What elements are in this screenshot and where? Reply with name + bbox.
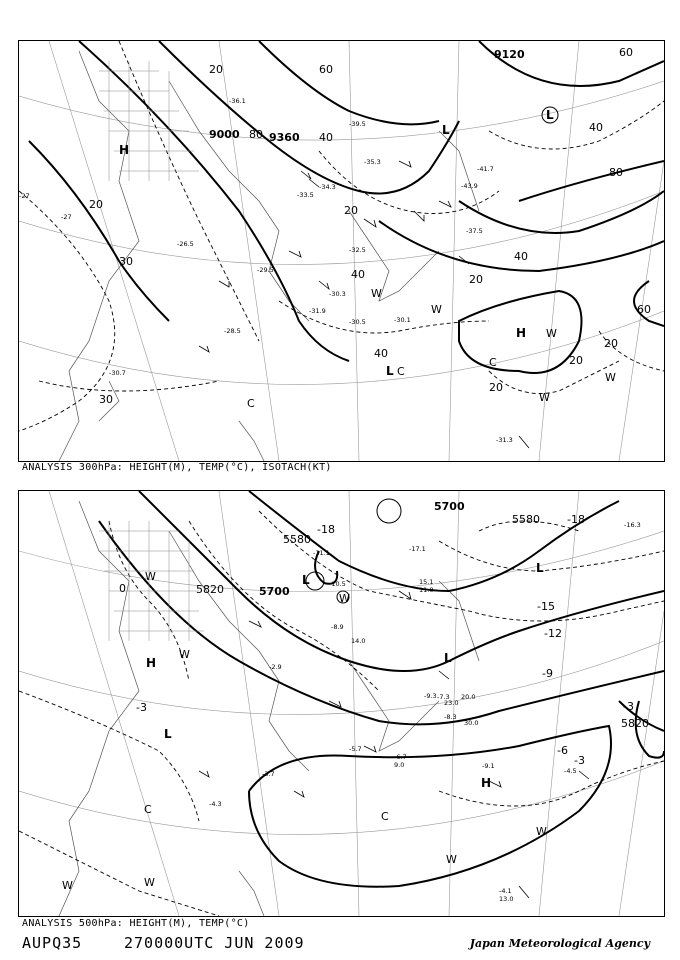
height-label: 5820 (621, 717, 649, 730)
temp-label: -3 (623, 700, 634, 713)
coastline (59, 501, 479, 916)
station-temp: -3.7 (262, 770, 275, 778)
temp-label: -18 (317, 523, 335, 536)
warm-marker: W (536, 825, 547, 838)
warm-marker: W (546, 327, 557, 340)
temp-label: 0 (119, 582, 126, 595)
warm-marker: W (431, 303, 442, 316)
station-temp: -9.1 (482, 762, 495, 770)
temp-label: -12 (544, 627, 562, 640)
isotach-label: 40 (351, 268, 365, 281)
high-marker: H (481, 776, 492, 790)
station-temp: -9.3 (424, 692, 437, 700)
height-label: 5700 (434, 500, 465, 513)
isotach-label: 60 (619, 46, 633, 59)
isotach-label: 20 (489, 381, 503, 394)
high-marker: H (146, 656, 157, 670)
valid-time: 270000UTC JUN 2009 (124, 934, 305, 952)
station-temp: -35.3 (364, 158, 381, 166)
warm-markers (62, 570, 547, 892)
temp-label: -3 (136, 701, 147, 714)
chart-500hpa-panel (18, 490, 665, 917)
isotach-label: 80 (249, 128, 263, 141)
station-temp: -39.5 (349, 120, 366, 128)
station-temp: -32.5 (349, 246, 366, 254)
isotach-label: 20 (604, 337, 618, 350)
isotach-label: 20 (569, 354, 583, 367)
warm-marker: W (144, 876, 155, 889)
warm-marker: W (446, 853, 457, 866)
station-temp: -7.3 (437, 693, 450, 701)
warm-marker: W (339, 592, 350, 605)
isotach-label: 60 (637, 303, 651, 316)
isotach-labels (89, 46, 651, 406)
cold-marker: C (381, 810, 389, 823)
chart-500hpa-caption: ANALYSIS 500hPa: HEIGHT(M), TEMP(°C) (22, 918, 250, 929)
isotach-label: 40 (514, 250, 528, 263)
station-temp: -5.7 (349, 745, 362, 753)
product-code: AUPQ35 (22, 934, 83, 952)
isotach-label: 20 (344, 204, 358, 217)
chart-500hpa-map (19, 491, 664, 916)
chart-300hpa-caption: ANALYSIS 300hPa: HEIGHT(M), TEMP(°C), ISOTACH(KT) (22, 462, 332, 473)
station-temp: -31.9 (309, 307, 326, 315)
height-label: 9120 (494, 48, 525, 61)
station-temp: -17.1 (409, 545, 426, 553)
station-temp: -27 (61, 213, 72, 221)
cold-marker: C (397, 365, 405, 378)
station-temp: 15.1 (419, 578, 434, 586)
warm-marker: W (371, 287, 382, 300)
station-temp: -16.3 (624, 521, 641, 529)
isotach-label: 40 (374, 347, 388, 360)
warm-marker: W (145, 570, 156, 583)
temp-label: -15 (537, 600, 555, 613)
high-marker: H (516, 326, 527, 340)
station-temp: -41.7 (477, 165, 494, 173)
temp-label: -18 (567, 513, 585, 526)
station-temp: -29.5 (257, 266, 274, 274)
station-temp: -4.5 (564, 767, 577, 775)
station-temp: -36.1 (229, 97, 246, 105)
station-temp: -2.9 (269, 663, 282, 671)
station-temperatures (19, 97, 513, 444)
station-temp: -37.5 (466, 227, 483, 235)
wind-barbs (199, 591, 589, 898)
low-marker: L (546, 108, 554, 122)
station-temp: -27 (19, 192, 30, 200)
isotach-label: 20 (89, 198, 103, 211)
station-temp: -11.1 (313, 549, 330, 557)
isotach-label: 40 (319, 131, 333, 144)
station-temp: -43.9 (461, 182, 478, 190)
jet-hatching (99, 61, 199, 181)
station-temp: -26.5 (177, 240, 194, 248)
isotach-label: 30 (99, 393, 113, 406)
cold-marker: C (144, 803, 152, 816)
station-temp: -34.3 (319, 183, 336, 191)
station-temp: -30.7 (109, 369, 126, 377)
low-marker: L (164, 727, 172, 741)
station-temp: -28.5 (224, 327, 241, 335)
cold-markers (144, 803, 389, 823)
height-label: 5580 (512, 513, 540, 526)
warm-marker: W (539, 391, 550, 404)
temp-label: -3 (574, 754, 585, 767)
agency-name: Japan Meteorological Agency (469, 937, 650, 950)
warm-marker: W (605, 371, 616, 384)
low-marker: L (302, 573, 310, 587)
low-marker: L (442, 123, 450, 137)
height-label: 9360 (269, 131, 300, 144)
station-temp: 13.0 (499, 895, 514, 903)
station-temp: -4.3 (209, 800, 222, 808)
low-marker: L (444, 651, 452, 665)
low-marker: L (386, 364, 394, 378)
low-marker: L (536, 561, 544, 575)
isotach-label: 30 (119, 255, 133, 268)
station-temp: 23.0 (444, 699, 459, 707)
station-temp: 30.0 (464, 719, 479, 727)
temp-label: -9 (542, 667, 553, 680)
station-temp: -31.3 (496, 436, 513, 444)
station-temp: 20.0 (461, 693, 476, 701)
cold-marker: C (247, 397, 255, 410)
station-temp: 14.0 (351, 637, 366, 645)
station-temp: 11.0 (419, 586, 434, 594)
low-circle (377, 499, 401, 523)
height-label: 5580 (283, 533, 311, 546)
temp-label: -6 (557, 744, 568, 757)
station-temp: -10.5 (329, 580, 346, 588)
isotach-label: 40 (589, 121, 603, 134)
isotach-label: 60 (319, 63, 333, 76)
station-temp: -33.5 (297, 191, 314, 199)
warm-marker: W (62, 879, 73, 892)
station-temp: -8.9 (331, 623, 344, 631)
station-temp: -30.3 (329, 290, 346, 298)
station-temperatures (209, 521, 641, 903)
height-label: 5820 (196, 583, 224, 596)
station-temp: -30.5 (349, 318, 366, 326)
height-label: 5700 (259, 585, 290, 598)
station-temp: -30.1 (394, 316, 411, 324)
isotach-label: 80 (609, 166, 623, 179)
cold-marker: C (489, 356, 497, 369)
graticule (19, 491, 664, 916)
cold-markers (247, 356, 497, 410)
station-temp: -8.3 (444, 713, 457, 721)
warm-marker: W (179, 648, 190, 661)
high-marker: H (119, 143, 130, 157)
height-labels (259, 500, 465, 598)
chart-300hpa-map (19, 41, 664, 461)
height-label: 9000 (209, 128, 240, 141)
isotach-label: 20 (469, 273, 483, 286)
graticule (19, 41, 664, 461)
station-temp: -6.7 (394, 753, 407, 761)
chart-300hpa-panel (18, 40, 665, 462)
station-temp: -4.1 (499, 887, 512, 895)
station-temp: 9.0 (394, 761, 405, 769)
isotach-label: 20 (209, 63, 223, 76)
